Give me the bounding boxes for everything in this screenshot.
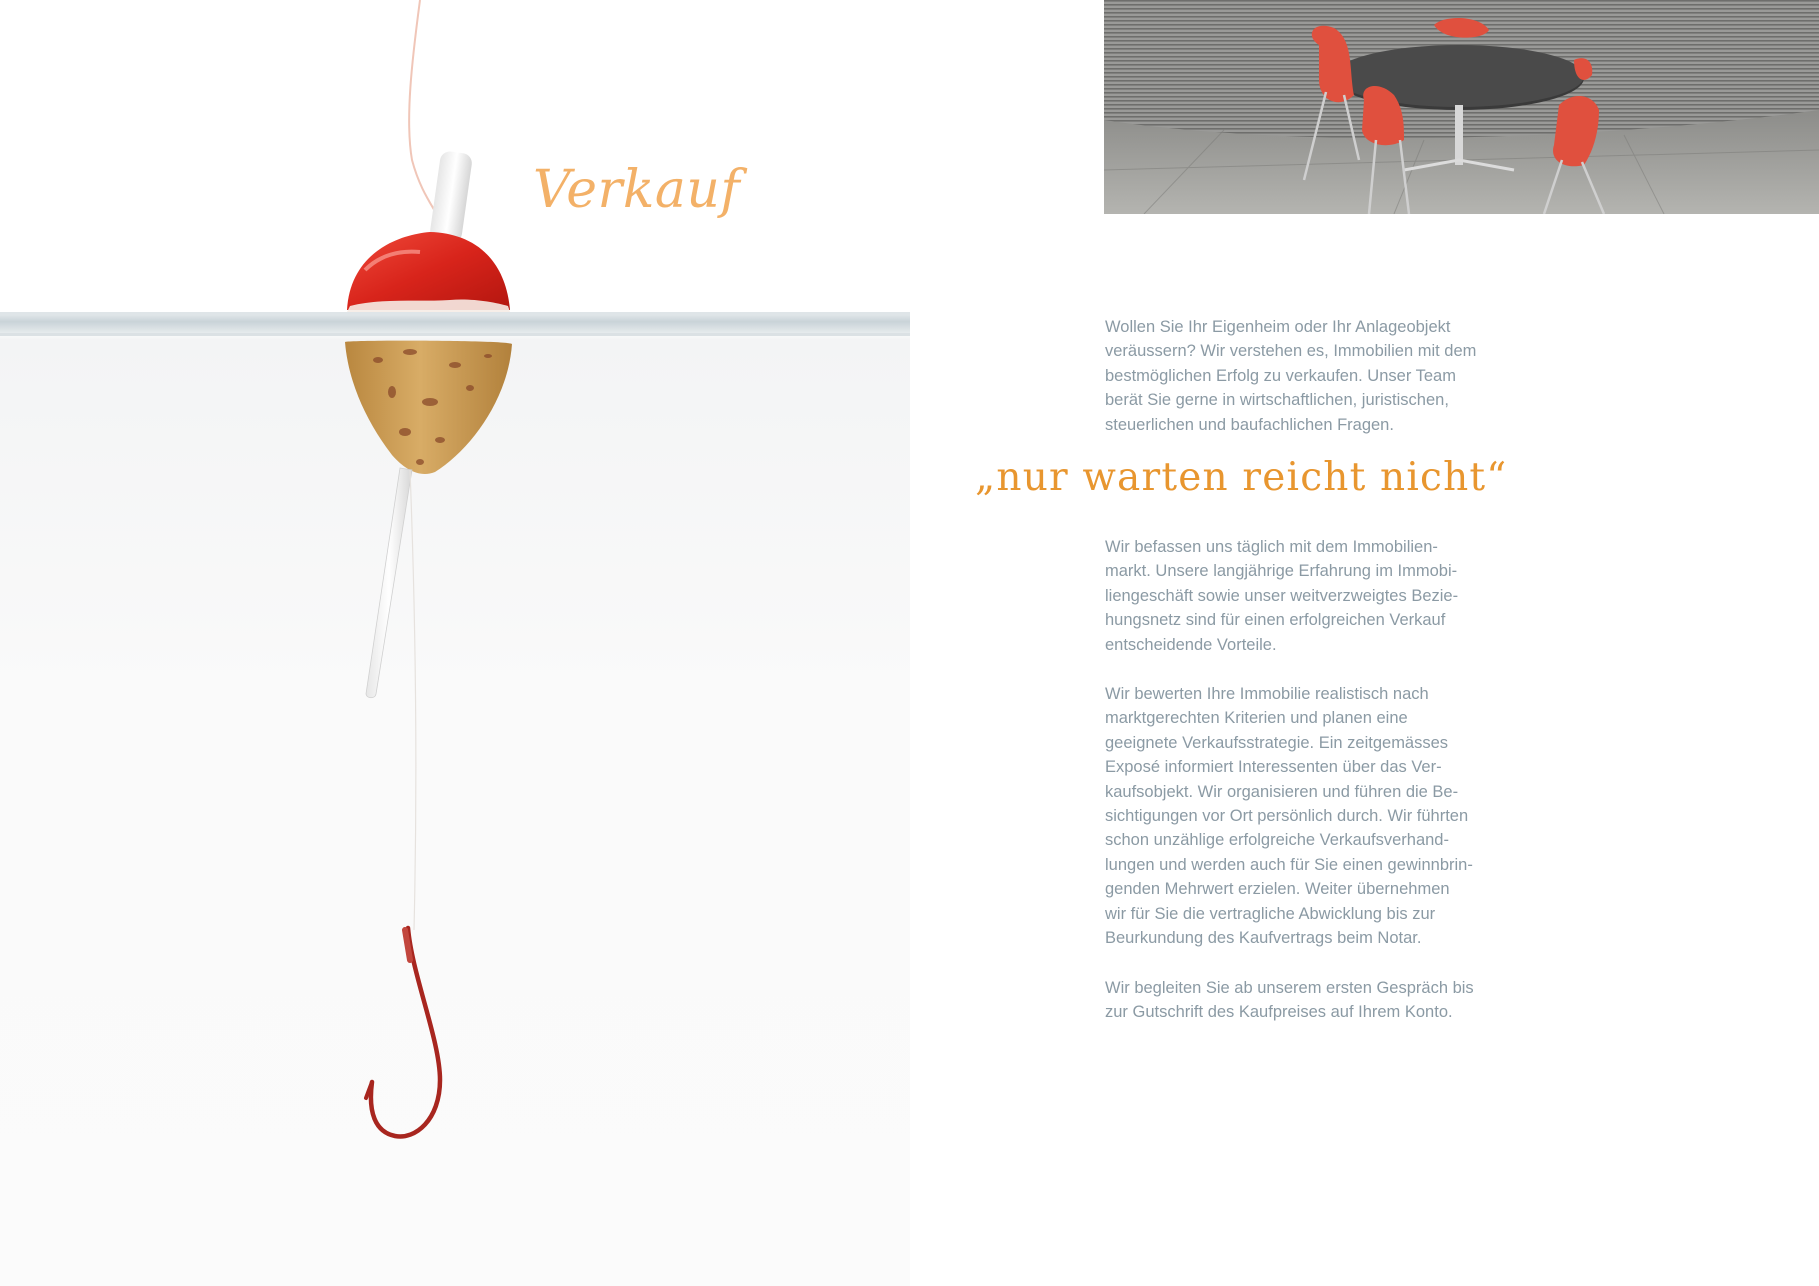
float-cork-body <box>345 341 512 474</box>
fishing-hook <box>371 928 440 1137</box>
page-title: Verkauf <box>533 160 741 220</box>
paragraph-valuation: Wir bewerten Ihre Immobilie realistisch nach marktgerechten Kriterien und planen eine geeignete Verkaufsstrategie. Ein zeitgemässes Exposé informiert Interessenten über das Ver- kaufsobjekt. Wir organisieren und führen die Be- sichtigungen vor Ort persönlich durch. Wir führten schon unzählige erfolgreiche Verkaufsverhand- lungen und werden auch für Sie einen gewinnbrin- genden Mehrwert erzielen. Weiter übernehmen wir für Sie die vertragliche Abwicklung bis zur Beurkundung des Kaufvertrags beim Notar. <box>1105 685 1473 948</box>
intro-paragraph: Wollen Sie Ihr Eigenheim oder Ihr Anlageobjekt veräussern? Wir verstehen es, Immobilien mit dem bestmöglichen Erfolg zu verkaufen. Unser Team berät Sie gerne in wirtschaftlichen, juristischen, steuerlichen und baufachlichen Fragen. <box>1105 318 1477 434</box>
paragraph-support: Wir begleiten Sie ab unserem ersten Gespräch bis zur Gutschrift des Kaufpreises auf Ihrem Konto. <box>1105 979 1474 1022</box>
headline-quote: „nur warten reicht nicht“ <box>975 455 1508 500</box>
fishing-line-top <box>409 0 440 220</box>
float-top-stick <box>429 150 473 244</box>
float-bottom-stick <box>366 468 412 698</box>
paragraph-experience: Wir befassen uns täglich mit dem Immobilien- markt. Unsere langjährige Erfahrung im Immobi- liengeschäft sowie unser weitverzweigtes Bezie- hungsnetz sind für einen erfolgreichen Verkauf entscheidende Vorteile. <box>1105 538 1459 654</box>
water-surface <box>0 312 910 336</box>
float-red-cap <box>347 232 510 310</box>
meeting-room-photo <box>1104 0 1819 214</box>
fishing-line-bottom <box>410 470 416 930</box>
